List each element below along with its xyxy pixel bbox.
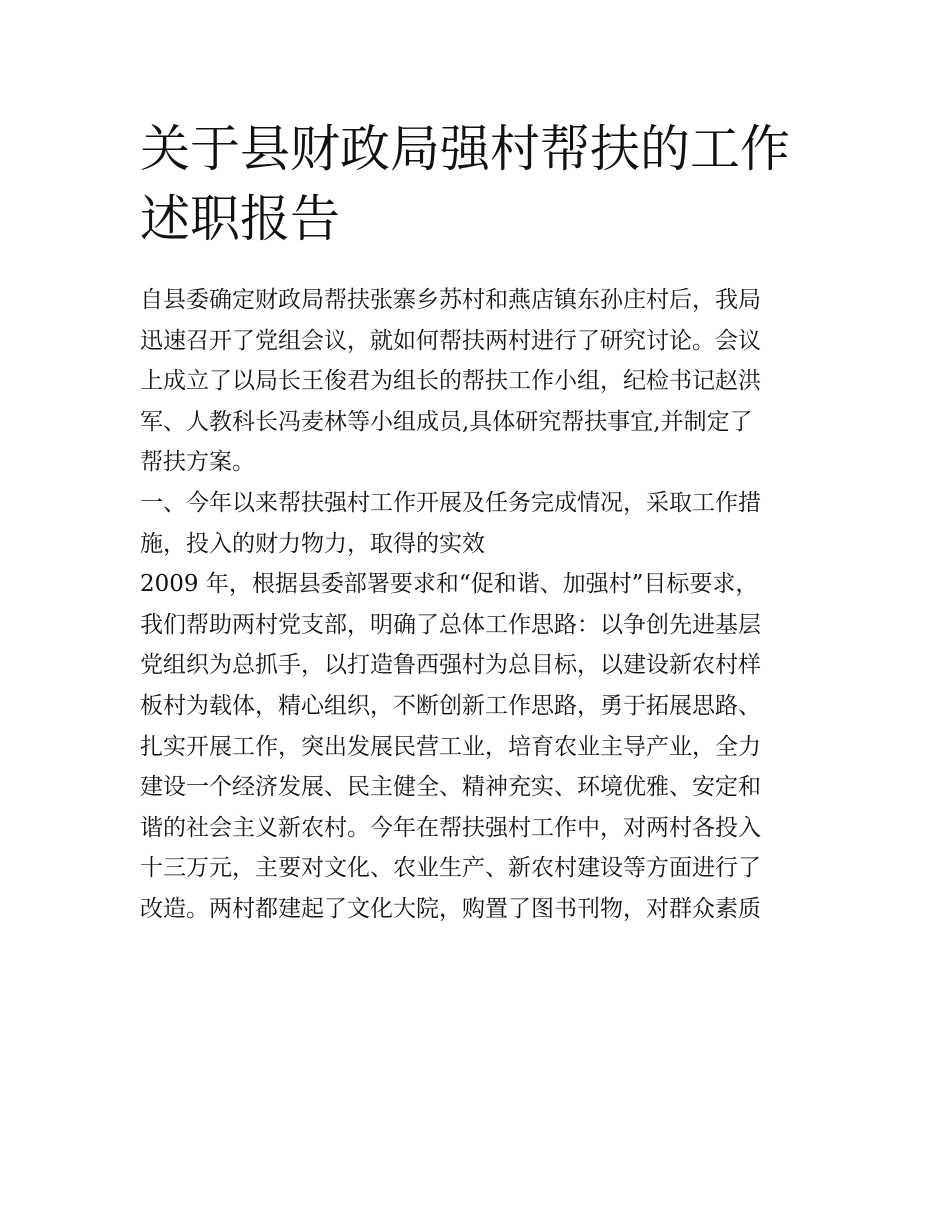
text-line: 自县委确定财政局帮扶张寨乡苏村和燕店镇东孙庄村后，我局	[140, 287, 761, 313]
text-line: 上成立了以局长王俊君为组长的帮扶工作小组，纪检书记赵洪	[140, 368, 761, 395]
text-line: 扎实开展工作，突出发展民营工业，培育农业主导产业，全力	[140, 733, 761, 760]
text-line: 施，投入的财力物力，取得的实效	[140, 530, 485, 557]
title-line: 述职报告	[140, 190, 340, 248]
paragraph-2009	[140, 564, 820, 605]
text-line: 板村为载体，精心组织，不断创新工作思路，勇于拓展思路、	[140, 692, 761, 719]
text-line: 迅速召开了党组会议，就如何帮扶两村进行了研究讨论。会议	[140, 327, 761, 354]
section-heading	[140, 483, 820, 564]
text-line: 十三万元，主要对文化、农业生产、新农村建设等方面进行了	[140, 855, 761, 882]
text-line: 党组织为总抓手，以打造鲁西强村为总目标，以建设新农村样	[140, 652, 761, 679]
text-line: 谐的社会主义新农村。今年在帮扶强村工作中，对两村各投入	[140, 814, 761, 841]
text-line: 一、今年以来帮扶强村工作开展及任务完成情况，采取工作措	[140, 489, 761, 516]
text-line: 军、人教科长冯麦林等小组成员,具体研究帮扶事宜,并制定了	[140, 408, 753, 435]
text-line: 建设一个经济发展、民主健全、精神充实、环境优雅、安定和	[140, 774, 761, 801]
document-body	[140, 280, 820, 930]
paragraph-work-plan	[140, 605, 820, 930]
document-title	[140, 114, 820, 254]
title-line: 关于县财政局强村帮扶的工作	[140, 120, 790, 178]
text-line: 2009 年，根据县委部署要求和“促和谐、加强村”目标要求，	[140, 571, 759, 598]
text-line: 帮扶方案。	[140, 449, 255, 476]
text-line: 改造。两村都建起了文化大院，购置了图书刊物，对群众素质	[140, 895, 761, 922]
text-line: 我们帮助两村党支部，明确了总体工作思路：以争创先进基层	[140, 611, 761, 638]
paragraph-intro	[140, 280, 820, 483]
